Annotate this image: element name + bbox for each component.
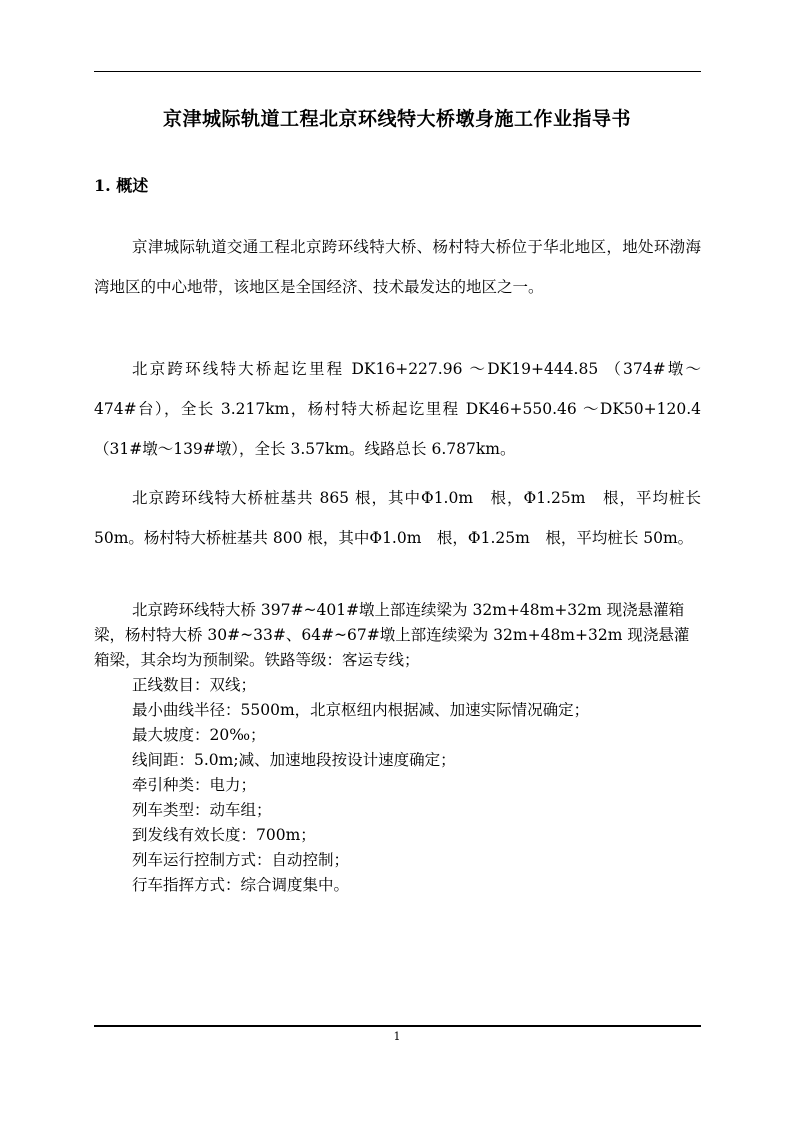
paragraph-text: 北京跨环线特大桥 397#~401#墩上部连续梁为 32m+48m+32m 现浇悬灌箱梁，杨村特大桥 30#~33#、64#~67#墩上部连续梁为 32m+48m+32m 现浇悬灌箱梁，其余均为预制梁。铁路等级：客运专线； [94,601,690,669]
paragraph-text: 京津城际轨道交通工程北京跨环线特大桥、杨村特大桥位于华北地区，地处环渤海湾地区的中心地带，该地区是全国经济、技术最发达的地区之一。 [94,238,701,296]
section-heading: 1. 概述 [94,176,149,195]
list-item: 列车类型：动车组； [132,801,272,819]
paragraph-text: 北京跨环线特大桥起讫里程 DK16+227.96 ～DK19+444.85 （374#墩～474#台），全长 3.217km，杨村特大桥起讫里程 DK46+550.46 ～DK50+120.4（31#墩～139#墩），全长 3.57km。线路总长 6.787km。 [94,360,701,458]
list-item: 到发线有效长度：700m； [132,826,316,844]
list-item: 牵引种类：电力； [132,776,257,794]
footer-rule [94,1025,701,1027]
paragraph-overview [94,227,701,319]
list-item: 最小曲线半径：5500m，北京枢纽内根据减、加速实际情况确定； [132,701,590,719]
paragraph-mileage [94,349,701,481]
list-item: 列车运行控制方式：自动控制； [132,851,350,869]
list-item: 最大坡度：20‰； [132,726,266,744]
document-title: 京津城际轨道工程北京环线特大桥墩身施工作业指导书 [162,108,631,130]
list-item: 线间距：5.0m;减、加速地段按设计速度确定； [132,751,456,769]
paragraph-text: 北京跨环线特大桥桩基共 865 根，其中Φ1.0m 根，Φ1.25m 根，平均桩长 50m。杨村特大桥桩基共 800 根，其中Φ1.0m 根，Φ1.25m 根，平均桩长 50m。 [94,489,701,547]
paragraph-piles [94,478,701,570]
header-rule [94,71,701,72]
technical-standards [94,598,701,898]
list-item: 行车指挥方式：综合调度集中。 [132,876,350,894]
list-item: 正线数目：双线； [132,676,257,694]
page-number: 1 [393,1030,401,1043]
